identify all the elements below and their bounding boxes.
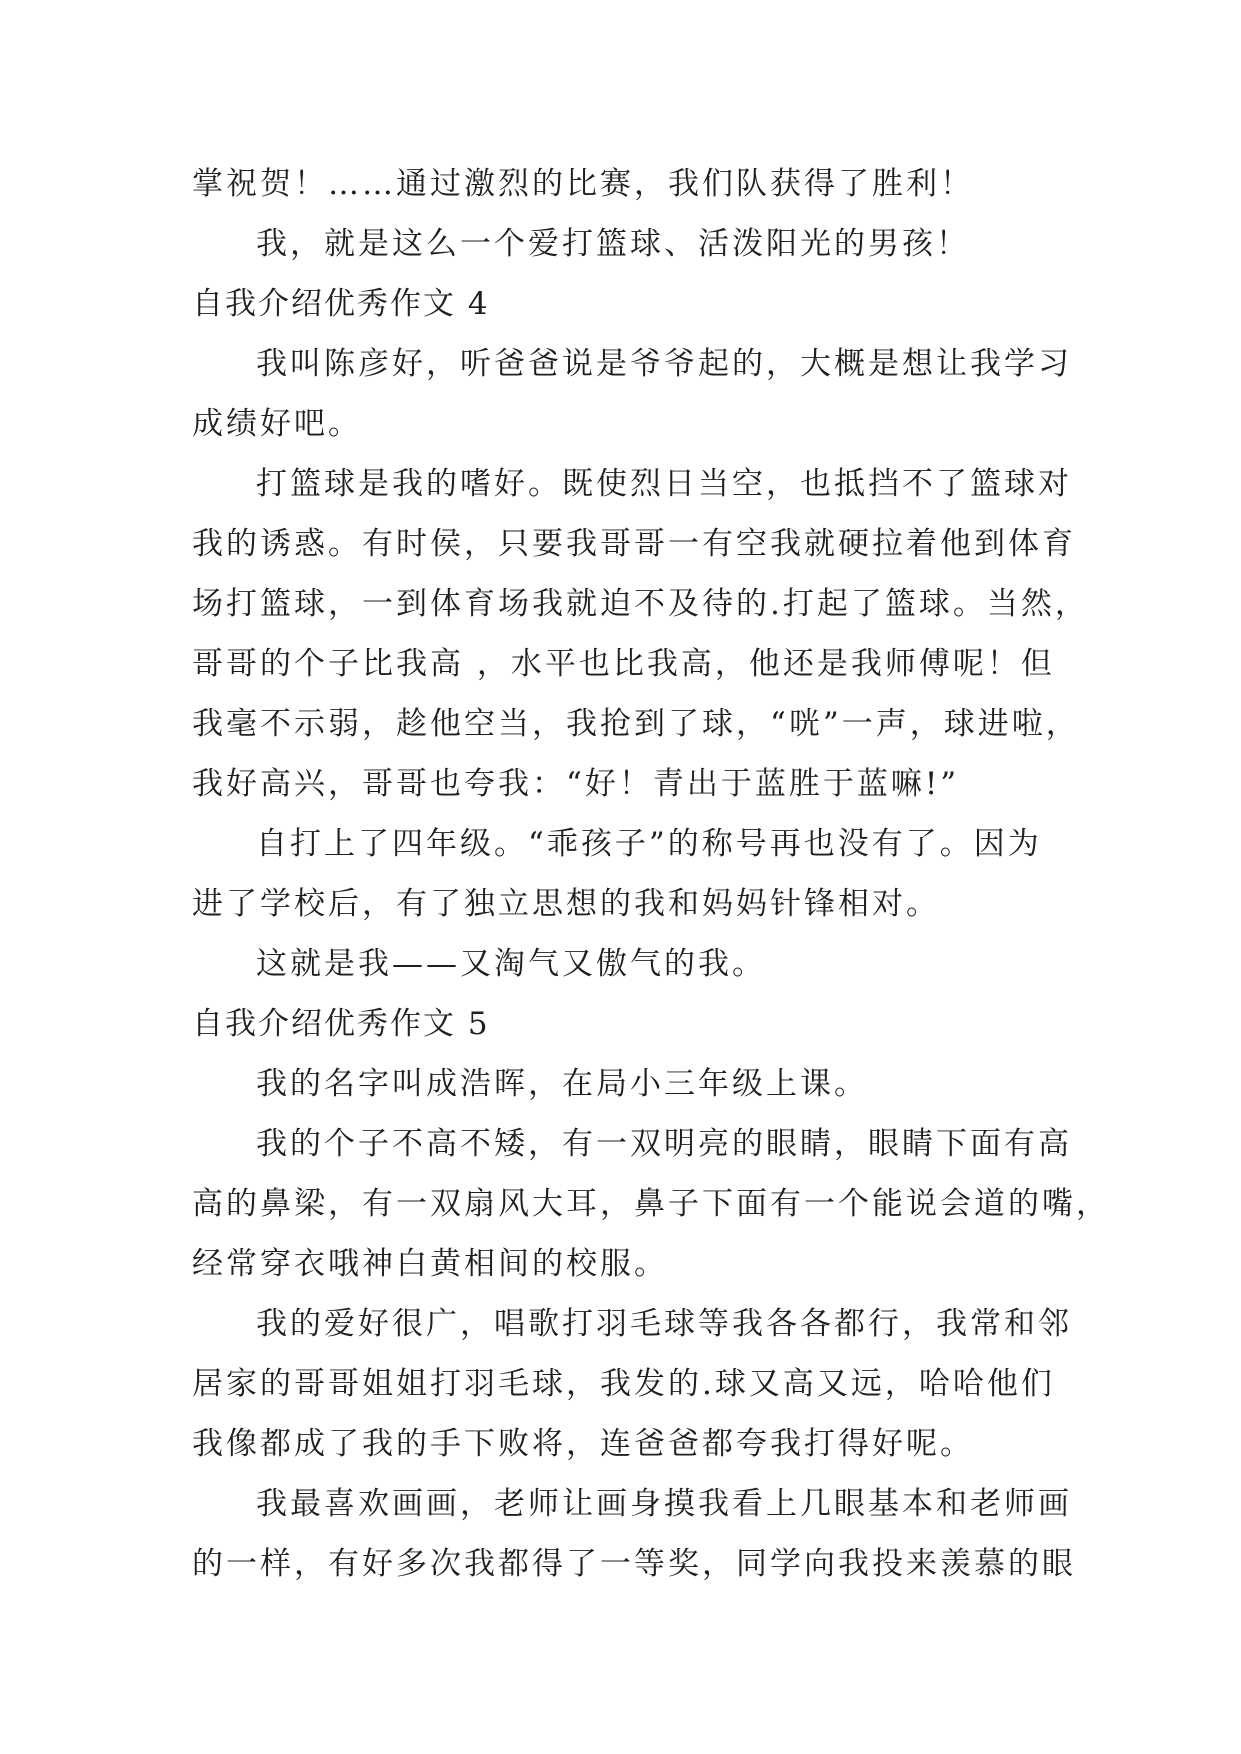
- paragraph: [192, 1474, 1076, 1594]
- paragraph: [192, 1054, 1072, 1114]
- text-line: 我叫陈彦好，听爸爸说是爷爷起的，大概是想让我学习: [256, 346, 1072, 382]
- text-line: 进了学校后，有了独立思想的我和妈妈针锋相对。: [192, 886, 940, 922]
- text-line: 我毫不示弱，趁他空当，我抢到了球，“咣”一声，球进啦，: [192, 706, 1080, 742]
- text-line: 我的诱惑。有时侯，只要我哥哥一有空我就硬拉着他到体育: [192, 526, 1076, 562]
- heading-text: 自我介绍优秀作文 5: [192, 1006, 490, 1042]
- text-line: 的一样，有好多次我都得了一等奖，同学向我投来羡慕的眼: [192, 1546, 1076, 1582]
- section-heading: [192, 994, 1072, 1054]
- paragraph: [192, 814, 1072, 934]
- paragraph: [192, 454, 1089, 814]
- text-line: 经常穿衣哦神白黄相间的校服。: [192, 1246, 668, 1282]
- text-line: 自打上了四年级。“乖孩子”的称号再也没有了。因为: [256, 826, 1042, 862]
- paragraph: [192, 1114, 1110, 1294]
- paragraph: [192, 934, 1072, 994]
- text-line: 我的个子不高不矮，有一双明亮的眼睛，眼睛下面有高: [256, 1126, 1072, 1162]
- text-line: 哥哥的个子比我高 ，水平也比我高，他还是我师傅呢！但: [192, 646, 1055, 682]
- paragraph-continuation: [192, 154, 1072, 214]
- text-line: 打篮球是我的嗜好。既使烈日当空，也抵挡不了篮球对: [256, 466, 1072, 502]
- text-line: 高的鼻梁，有一双扇风大耳，鼻子下面有一个能说会道的嘴，: [192, 1186, 1110, 1222]
- text-line: 我，就是这么一个爱打篮球、活泼阳光的男孩！: [256, 226, 970, 262]
- document-body: [192, 154, 1110, 1594]
- heading-text: 自我介绍优秀作文 4: [192, 286, 490, 322]
- text-line: 这就是我——又淘气又傲气的我。: [256, 946, 766, 982]
- text-line: 掌祝贺！……通过激烈的比赛，我们队获得了胜利！: [192, 166, 974, 202]
- text-line: 我好高兴，哥哥也夸我：“好！青出于蓝胜于蓝嘛!”: [192, 766, 960, 802]
- text-line: 我的爱好很广，唱歌打羽毛球等我各各都行，我常和邻: [256, 1306, 1072, 1342]
- text-line: 居家的哥哥姐姐打羽毛球，我发的.球又高又远，哈哈他们: [192, 1366, 1055, 1402]
- paragraph: [192, 214, 1072, 274]
- paragraph: [192, 1294, 1072, 1474]
- text-line: 我像都成了我的手下败将，连爸爸都夸我打得好呢。: [192, 1426, 974, 1462]
- paragraph: [192, 334, 1072, 454]
- text-line: 我的名字叫成浩晖，在局小三年级上课。: [256, 1066, 868, 1102]
- text-line: 成绩好吧。: [192, 406, 362, 442]
- section-heading: [192, 274, 1072, 334]
- text-line: 我最喜欢画画，老师让画身摸我看上几眼基本和老师画: [256, 1486, 1072, 1522]
- text-line: 场打篮球，一到体育场我就迫不及待的.打起了篮球。当然，: [192, 586, 1089, 622]
